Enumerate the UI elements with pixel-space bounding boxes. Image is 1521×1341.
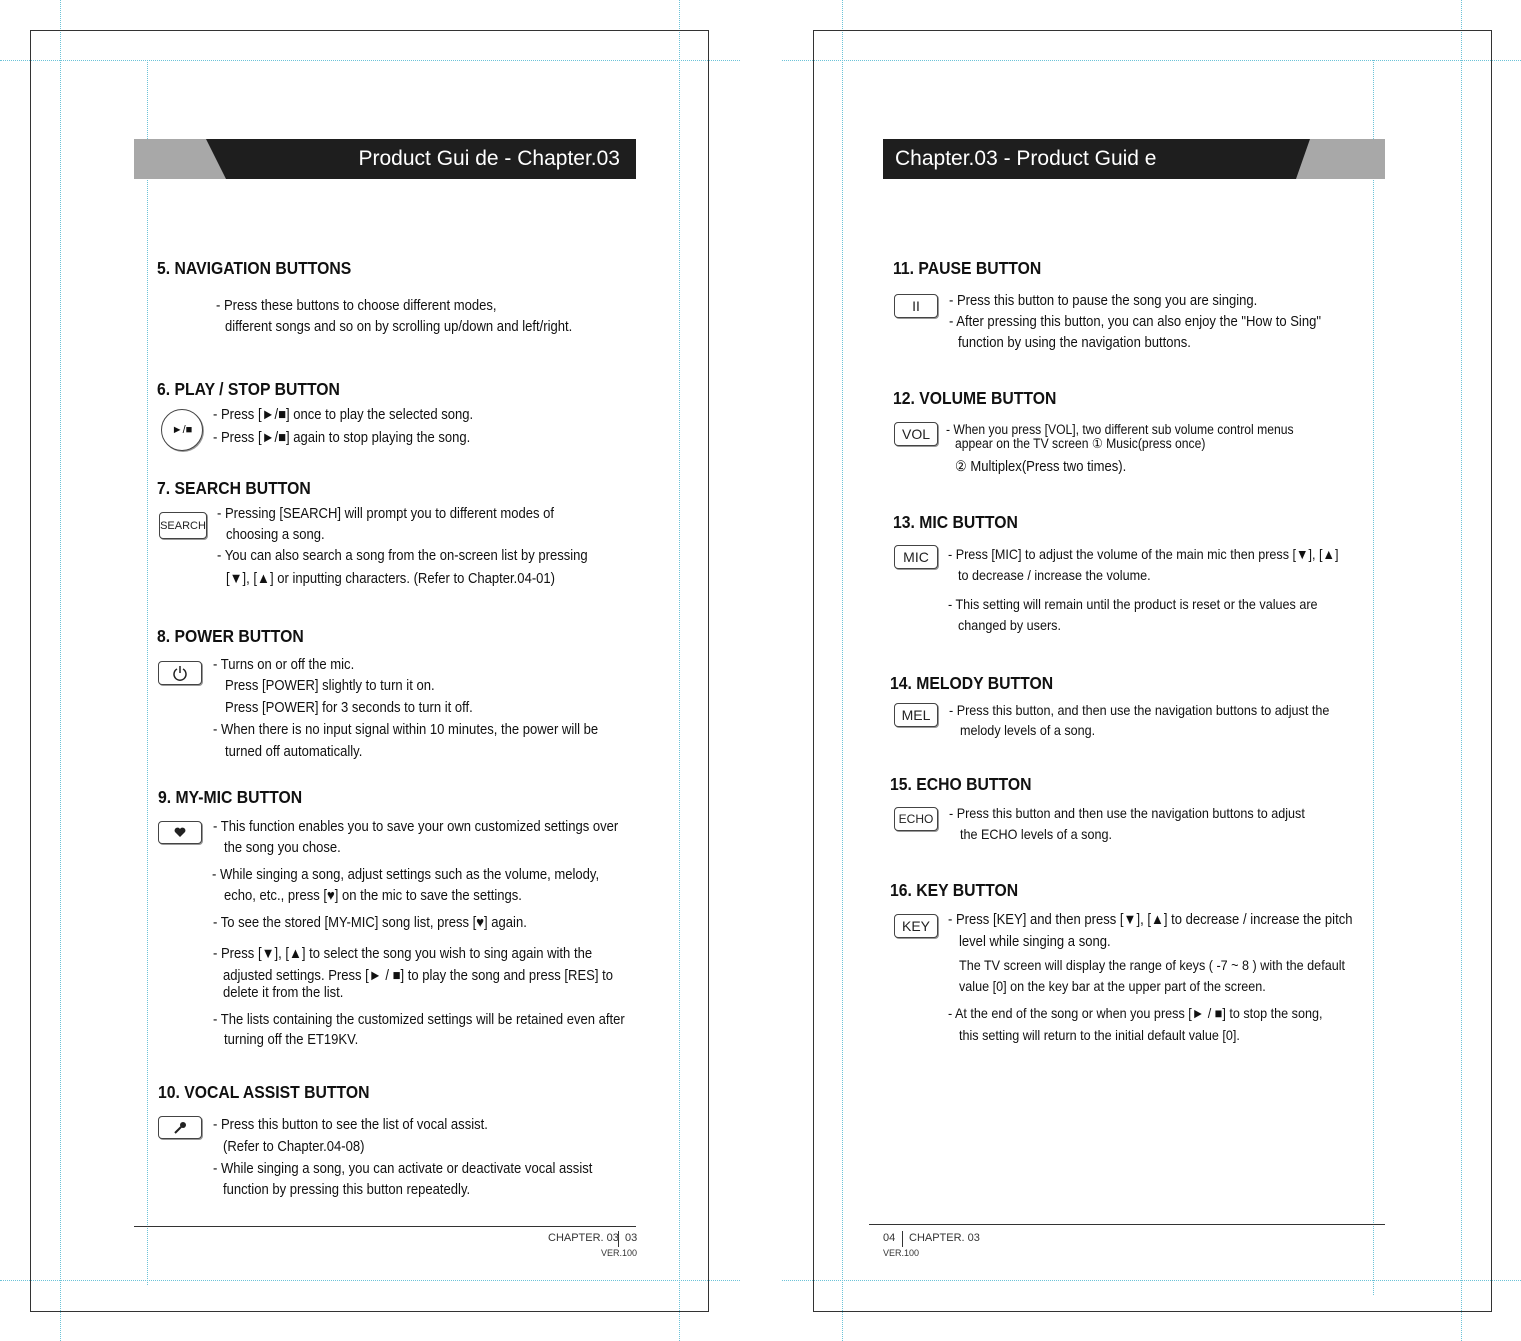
text-line: - Press this button to pause the song you are singing. [949, 293, 1258, 309]
footer-chapter: CHAPTER. 03 [909, 1232, 980, 1244]
text-line: appear on the TV screen ① Music(press once) [955, 436, 1206, 451]
section-heading-volume: 12. VOLUME BUTTON [893, 388, 1057, 408]
text-line: Press [POWER] for 3 seconds to turn it off. [225, 700, 473, 716]
play-stop-label: ►/■ [171, 424, 193, 436]
text-line: to decrease / increase the volume. [958, 567, 1151, 583]
right-page-frame [813, 30, 1492, 1312]
text-line: - The lists containing the customized settings will be retained even after [213, 1012, 625, 1028]
text-line: value [0] on the key bar at the upper part of the screen. [959, 978, 1266, 994]
footer-rule [869, 1224, 1385, 1225]
right-banner-title: Chapter.03 - Product Guid e [895, 147, 1157, 170]
mic-label: MIC [903, 549, 929, 565]
volume-label: VOL [901, 426, 930, 442]
heart-icon [158, 821, 202, 844]
microphone-icon [158, 1116, 202, 1139]
text-line: - Press [▼], [▲] to select the song you wish to sing again with the [213, 946, 593, 962]
footer-version: VER.100 [601, 1248, 638, 1258]
section-heading-mic: 13. MIC BUTTON [893, 512, 1018, 532]
section-heading-pause: 11. PAUSE BUTTON [893, 258, 1042, 278]
text-line: this setting will return to the initial default value [0]. [959, 1027, 1240, 1043]
text-line: function by using the navigation buttons. [958, 335, 1191, 351]
text-line: - While singing a song, you can activate or deactivate vocal assist [213, 1161, 593, 1177]
section-heading-navigation: 5. NAVIGATION BUTTONS [157, 258, 352, 278]
text-line: - Pressing [SEARCH] will prompt you to different modes of [217, 506, 555, 522]
search-button-icon [159, 512, 207, 539]
text-line: - Press [KEY] and then press [▼], [▲] to decrease / increase the pitch [948, 912, 1353, 928]
text-line: - Press [►/■] once to play the selected song. [213, 407, 474, 423]
text-line: adjusted settings. Press [► / ■] to play the song and press [RES] to [223, 968, 614, 984]
section-heading-echo: 15. ECHO BUTTON [890, 774, 1032, 794]
text-line: changed by users. [958, 617, 1061, 633]
text-line: - Press these buttons to choose different modes, [216, 298, 497, 314]
power-icon [158, 661, 202, 685]
melody-icon [894, 703, 938, 727]
volume-icon [894, 422, 938, 446]
text-line: - This function enables you to save your own customized settings over [213, 819, 619, 835]
footer-separator [618, 1231, 619, 1247]
pause-label: II [912, 298, 920, 314]
right-page-banner [883, 139, 1385, 179]
text-line: - When you press [VOL], two different sub volume control menus [946, 422, 1294, 437]
text-line: turned off automatically. [225, 744, 363, 760]
text-line: - After pressing this button, you can also enjoy the "How to Sing" [949, 314, 1321, 330]
footer-page-number: 04 [883, 1232, 896, 1244]
text-line: the song you chose. [224, 840, 341, 856]
footer-separator [902, 1231, 903, 1247]
section-heading-my-mic: 9. MY-MIC BUTTON [158, 787, 303, 807]
text-line: The TV screen will display the range of keys ( -7 ~ 8 ) with the default [959, 957, 1346, 973]
text-line: choosing a song. [226, 527, 325, 543]
text-line: - You can also search a song from the on-screen list by pressing [217, 548, 588, 564]
search-button-label: SEARCH [160, 519, 206, 532]
section-heading-melody: 14. MELODY BUTTON [890, 673, 1054, 693]
key-label: KEY [901, 918, 930, 934]
left-page-banner [134, 139, 636, 179]
text-line: - Press this button, and then use the navigation buttons to adjust the [949, 702, 1330, 718]
text-line: - Press this button to see the list of vocal assist. [213, 1117, 488, 1133]
footer-chapter: CHAPTER. 03 [548, 1232, 619, 1244]
text-line: melody levels of a song. [960, 722, 1096, 738]
text-line: - To see the stored [MY-MIC] song list, press [♥] again. [213, 915, 527, 931]
footer-version: VER.100 [883, 1248, 920, 1258]
left-banner-title: Product Gui de - Chapter.03 [358, 147, 620, 170]
text-line: Press [POWER] slightly to turn it on. [225, 678, 435, 694]
text-line: ② Multiplex(Press two times). [955, 459, 1127, 475]
text-line: level while singing a song. [959, 934, 1111, 950]
text-line: [▼], [▲] or inputting characters. (Refer to Chapter.04-01) [226, 571, 556, 587]
text-line: - While singing a song, adjust settings such as the volume, melody, [212, 867, 600, 883]
section-heading-key: 16. KEY BUTTON [890, 880, 1019, 900]
text-line: - This setting will remain until the product is reset or the values are [948, 596, 1318, 612]
text-line: turning off the ET19KV. [224, 1032, 359, 1048]
melody-label: MEL [901, 707, 931, 723]
text-line: - Press [►/■] again to stop playing the song. [213, 430, 471, 446]
section-heading-vocal-assist: 10. VOCAL ASSIST BUTTON [158, 1082, 370, 1102]
text-line: - Turns on or off the mic. [213, 657, 355, 673]
section-heading-play-stop: 6. PLAY / STOP BUTTON [157, 379, 340, 399]
footer-rule [134, 1226, 636, 1227]
mic-icon [894, 545, 938, 569]
text-line: - Press [MIC] to adjust the volume of the main mic then press [▼], [▲] [948, 546, 1339, 562]
key-icon [894, 914, 938, 938]
echo-label: ECHO [898, 812, 934, 826]
text-line: the ECHO levels of a song. [960, 826, 1112, 842]
section-heading-search: 7. SEARCH BUTTON [157, 478, 311, 498]
footer-page-number: 03 [625, 1232, 638, 1244]
text-line: function by pressing this button repeatedly. [223, 1182, 471, 1198]
echo-icon [894, 807, 938, 831]
play-stop-icon [161, 409, 203, 451]
text-line: - When there is no input signal within 10 minutes, the power will be [213, 722, 599, 738]
text-line: delete it from the list. [223, 985, 344, 1001]
text-line: - At the end of the song or when you press [► / ■] to stop the song, [948, 1005, 1323, 1021]
text-line: (Refer to Chapter.04-08) [223, 1139, 365, 1155]
section-heading-power: 8. POWER BUTTON [157, 626, 304, 646]
text-line: - Press this button and then use the navigation buttons to adjust [949, 805, 1305, 821]
pause-icon [894, 294, 938, 318]
text-line: different songs and so on by scrolling up/down and left/right. [225, 319, 573, 335]
text-line: echo, etc., press [♥] on the mic to save the settings. [224, 888, 522, 904]
